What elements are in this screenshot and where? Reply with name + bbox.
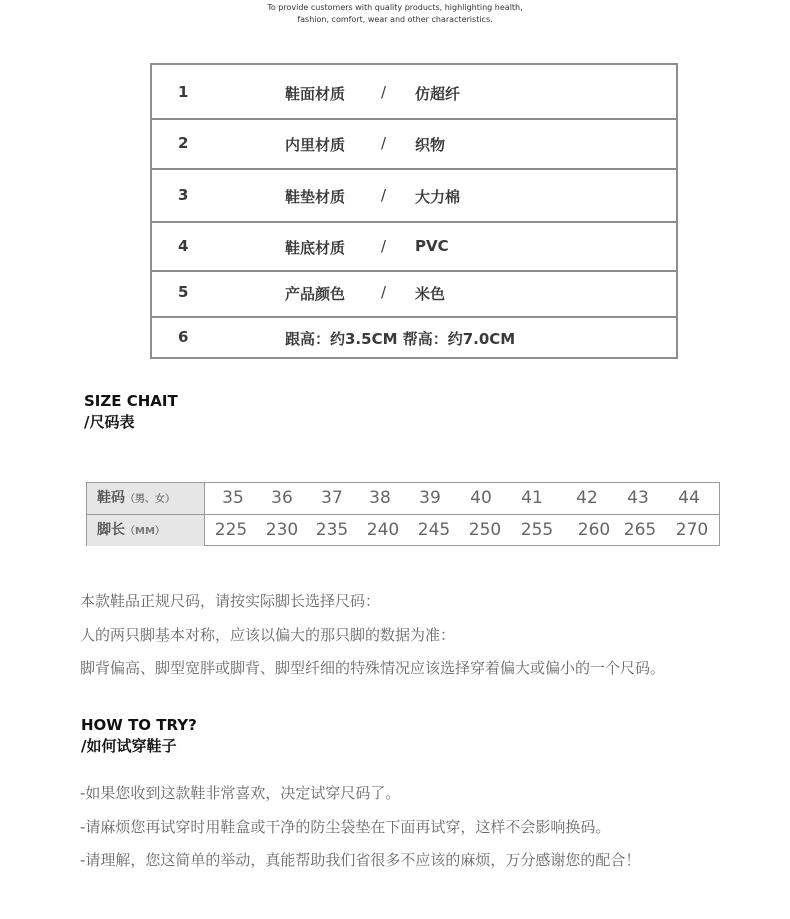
size-cell: 35 — [222, 488, 244, 508]
row-divider — [152, 270, 676, 272]
length-cell: 250 — [468, 520, 502, 540]
size-chart-subtitle: /尺码表 — [84, 413, 135, 431]
material-value: 米色 — [415, 285, 446, 303]
size-note: 脚背偏高、脚型宽胖或脚背、脚型纤细的特殊情况应该选择穿着偏大或偏小的一个尺码。 — [80, 659, 666, 677]
size-row-header — [87, 483, 205, 514]
separator: / — [381, 186, 387, 204]
row-number: 2 — [178, 134, 189, 152]
length-cell: 230 — [265, 520, 299, 540]
row-number: 5 — [178, 283, 189, 301]
try-note: -请麻烦您再试穿时用鞋盒或干净的防尘袋垫在下面再试穿，这样不会影响换码。 — [80, 818, 611, 836]
material-value: 大力棉 — [415, 188, 461, 206]
separator: / — [381, 283, 387, 301]
length-cell: 260 — [577, 520, 611, 540]
row-number: 1 — [178, 83, 189, 101]
heel-height-text: 跟高：约3.5CM 帮高：约7.0CM — [285, 330, 516, 348]
size-note: 本款鞋品正规尺码，请按实际脚长选择尺码： — [80, 592, 381, 610]
intro-line-2: fashion, comfort, wear and other characteristics. — [297, 15, 493, 24]
size-table — [86, 482, 720, 546]
size-chart-title: SIZE CHAIT — [84, 392, 178, 410]
size-row — [87, 483, 719, 515]
how-to-try-subtitle: /如何试穿鞋子 — [81, 737, 177, 755]
row-divider — [152, 221, 676, 223]
size-cell: 44 — [678, 488, 700, 508]
size-cell: 43 — [627, 488, 649, 508]
row-divider — [152, 118, 676, 120]
separator: / — [381, 134, 387, 152]
material-value: PVC — [415, 237, 449, 255]
how-to-try-title: HOW TO TRY? — [81, 716, 197, 734]
how-to-try-heading — [81, 715, 197, 757]
size-chart-heading — [84, 391, 178, 433]
material-table — [150, 63, 678, 359]
size-cell: 40 — [470, 488, 492, 508]
material-label: 鞋底材质 — [285, 239, 346, 257]
length-cell: 240 — [366, 520, 400, 540]
try-note: -请理解，您这简单的举动，真能帮助我们省很多不应该的麻烦，万分感谢您的配合！ — [80, 851, 641, 869]
separator: / — [381, 237, 387, 255]
size-label-note: （男、女） — [125, 494, 175, 505]
length-cell: 245 — [417, 520, 451, 540]
length-cell: 270 — [675, 520, 709, 540]
material-label: 内里材质 — [285, 136, 346, 154]
size-note: 人的两只脚基本对称，应该以偏大的那只脚的数据为准： — [80, 626, 456, 644]
material-label: 鞋垫材质 — [285, 188, 346, 206]
length-row-header — [87, 515, 205, 546]
material-value: 仿超纤 — [415, 85, 461, 103]
length-cell: 235 — [315, 520, 349, 540]
row-divider — [152, 168, 676, 170]
material-label: 鞋面材质 — [285, 85, 346, 103]
size-cell: 41 — [521, 488, 543, 508]
row-number: 6 — [178, 328, 189, 346]
length-cell: 265 — [623, 520, 657, 540]
size-cell: 36 — [271, 488, 293, 508]
length-row — [87, 515, 719, 546]
length-label-note: （MM） — [125, 526, 165, 537]
row-number: 4 — [178, 237, 189, 255]
size-cell: 38 — [369, 488, 391, 508]
separator: / — [381, 83, 387, 101]
size-cell: 42 — [576, 488, 598, 508]
row-divider — [152, 316, 676, 318]
intro-text — [0, 2, 790, 26]
length-label: 脚长 — [97, 522, 125, 538]
length-cell: 255 — [520, 520, 554, 540]
intro-line-1: To provide customers with quality products, highlighting health, — [267, 3, 523, 12]
material-value: 织物 — [415, 136, 446, 154]
try-note: -如果您收到这款鞋非常喜欢，决定试穿尺码了。 — [80, 784, 401, 802]
material-label: 产品颜色 — [285, 285, 346, 303]
size-label: 鞋码 — [97, 490, 125, 506]
size-cell: 39 — [419, 488, 441, 508]
row-number: 3 — [178, 186, 189, 204]
length-cell: 225 — [214, 520, 248, 540]
size-cell: 37 — [321, 488, 343, 508]
